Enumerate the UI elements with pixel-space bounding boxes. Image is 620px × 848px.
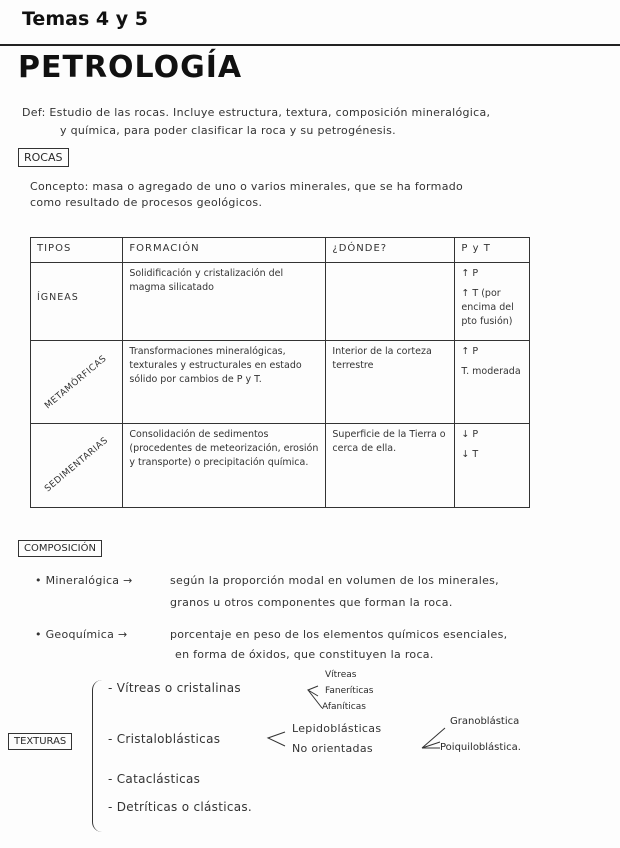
pt-temperature: ↓ T [461, 449, 479, 460]
sub-granoblastica: Granoblástica [450, 716, 520, 727]
pt-temperature: T. moderada [461, 366, 521, 377]
page-title: PETROLOGÍA [18, 50, 243, 85]
composicion-label: COMPOSICIÓN [18, 540, 102, 557]
concepto-line-2: como resultado de procesos geológicos. [30, 196, 263, 209]
tipo-text: ÍGNEAS [37, 292, 79, 303]
sub-poiquiloblastica: Poiquiloblástica. [440, 742, 521, 753]
textura-cristaloblasticas: - Cristaloblásticas [108, 732, 221, 746]
header-tipos: TIPOS [31, 238, 123, 263]
cell-donde: Interior de la corteza terrestre [326, 341, 455, 424]
pt-temperature: ↑ T (por encima del pto fusión) [461, 288, 514, 327]
geoquimica-name: • Geoquímica → [35, 628, 128, 641]
textura-vitreas: - Vítreas o cristalinas [108, 681, 241, 695]
definition-line-2: y química, para poder clasificar la roca y su petrogénesis. [60, 124, 396, 137]
mineralogica-line-2: granos u otros componentes que forman la roca. [170, 596, 453, 609]
cell-formacion: Consolidación de sedimentos (procedentes de meteorización, erosión y transporte) o precipitación química. [123, 424, 326, 508]
texturas-label: TEXTURAS [8, 733, 72, 750]
header-donde: ¿DÓNDE? [326, 238, 455, 263]
cell-formacion: Solidificación y cristalización del magma silicatado [123, 263, 326, 341]
concepto-line-1: Concepto: masa o agregado de uno o varios minerales, que se ha formado [30, 180, 464, 193]
rocas-label: ROCAS [18, 148, 69, 167]
cell-formacion: Transformaciones mineralógicas, texturales y estructurales en estado sólido por cambios de P y T. [123, 341, 326, 424]
definition-line-1: Def: Estudio de las rocas. Incluye estructura, textura, composición mineralógica, [22, 106, 491, 119]
cell-donde: Superficie de la Tierra o cerca de ella. [326, 424, 455, 508]
sub-no-orientadas: No orientadas [292, 742, 373, 755]
mineralogica-name: • Mineralógica → [35, 574, 133, 587]
header-formacion: FORMACIÓN [123, 238, 326, 263]
pt-pressure: ↓ P [461, 429, 479, 440]
tipo-text: METAMÓRFICAS [43, 353, 109, 412]
sub-vitreas: Vítreas [325, 670, 357, 680]
geoquimica-line-2: en forma de óxidos, que constituyen la roca. [175, 648, 434, 661]
textura-cataclasticas: - Cataclásticas [108, 772, 201, 786]
sub-lepidoblasticas: Lepidoblásticas [292, 722, 382, 735]
pt-pressure: ↑ P [461, 268, 479, 279]
textura-detriticas: - Detríticas o clásticas. [108, 800, 253, 814]
mineralogica-line-1: según la proporción modal en volumen de los minerales, [170, 574, 499, 587]
topic-heading: Temas 4 y 5 [22, 8, 148, 30]
geoquimica-line-1: porcentaje en peso de los elementos químicos esenciales, [170, 628, 508, 641]
header-pt: P y T [455, 238, 530, 263]
sub-faneriticas: Faneríticas [325, 686, 374, 696]
tipo-text: SEDIMENTARIAS [43, 435, 111, 495]
pt-pressure: ↑ P [461, 346, 479, 357]
sub-afaniticas: Afaníticas [322, 702, 366, 712]
